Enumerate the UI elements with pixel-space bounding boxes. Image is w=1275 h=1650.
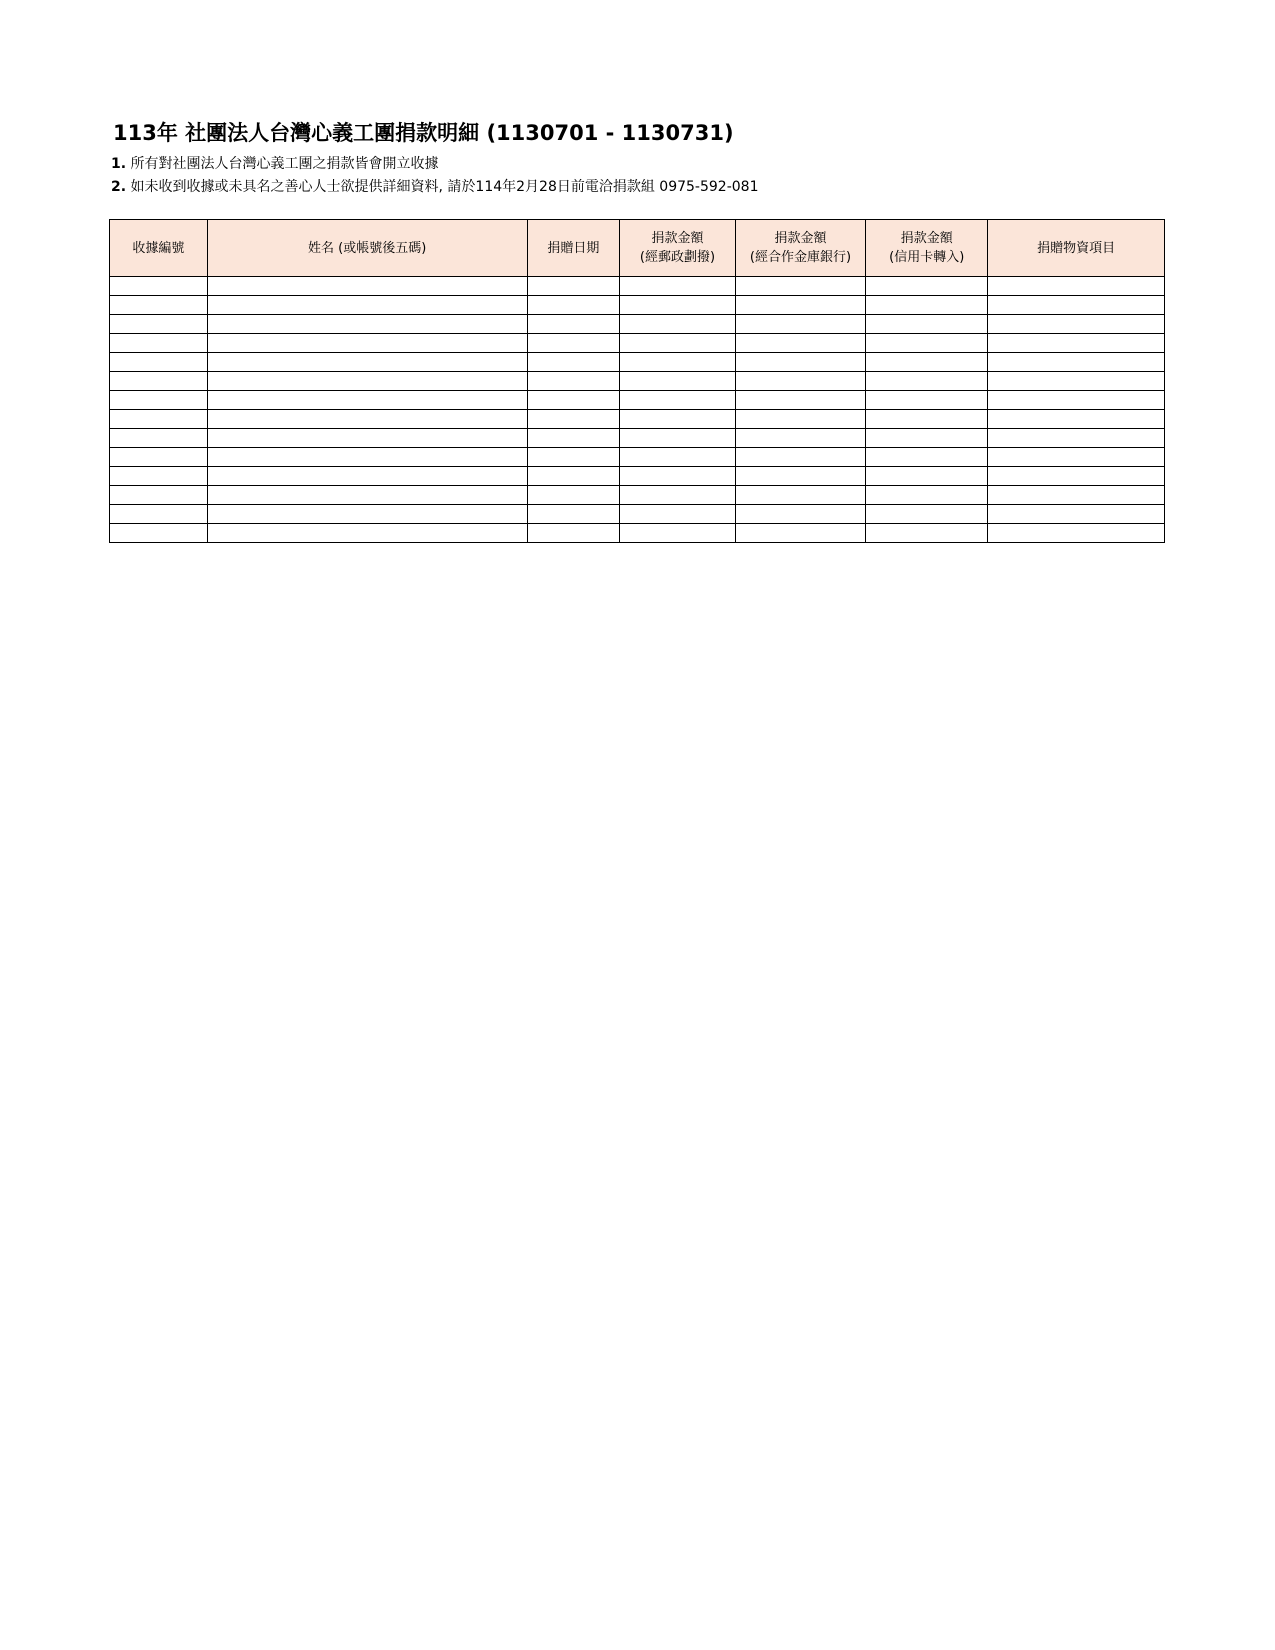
table-cell — [620, 524, 736, 543]
table-cell — [735, 410, 865, 429]
table-cell — [988, 524, 1165, 543]
table-row — [110, 372, 1165, 391]
table-row — [110, 524, 1165, 543]
table-cell — [620, 334, 736, 353]
table-cell — [735, 391, 865, 410]
table-cell — [527, 505, 620, 524]
table-cell — [527, 467, 620, 486]
table-cell — [620, 429, 736, 448]
table-cell — [866, 334, 988, 353]
table-cell — [866, 467, 988, 486]
table-cell — [110, 429, 208, 448]
note-1 — [111, 153, 439, 173]
table-cell — [110, 448, 208, 467]
table-cell — [527, 429, 620, 448]
table-cell — [620, 448, 736, 467]
table-cell — [866, 429, 988, 448]
table-cell — [110, 315, 208, 334]
table-cell — [527, 410, 620, 429]
table-cell — [207, 334, 527, 353]
header-amount-postal: 捐款金額 (經郵政劃撥) — [620, 220, 736, 277]
table-cell — [527, 448, 620, 467]
header-donated-items: 捐贈物資項目 — [988, 220, 1165, 277]
table-row — [110, 315, 1165, 334]
table-cell — [735, 429, 865, 448]
table-cell — [866, 315, 988, 334]
table-cell — [988, 410, 1165, 429]
table-cell — [620, 505, 736, 524]
table-cell — [207, 353, 527, 372]
table-cell — [527, 372, 620, 391]
table-cell — [207, 410, 527, 429]
table-cell — [735, 353, 865, 372]
table-cell — [620, 486, 736, 505]
header-amount-bank: 捐款金額 (經合作金庫銀行) — [735, 220, 865, 277]
table-cell — [207, 524, 527, 543]
table-row — [110, 410, 1165, 429]
table-row — [110, 353, 1165, 372]
table-cell — [110, 505, 208, 524]
table-cell — [110, 486, 208, 505]
table-cell — [527, 353, 620, 372]
document-title: 113年 社團法人台灣心義工團捐款明細 (1130701 - 1130731) — [113, 121, 734, 145]
note-2-number: 2. — [111, 179, 127, 195]
table-cell — [620, 296, 736, 315]
header-amount-credit-card: 捐款金額 (信用卡轉入) — [866, 220, 988, 277]
table-cell — [620, 315, 736, 334]
table-cell — [620, 410, 736, 429]
table-cell — [988, 467, 1165, 486]
table-cell — [527, 391, 620, 410]
table-cell — [110, 353, 208, 372]
table-row — [110, 467, 1165, 486]
table-cell — [110, 334, 208, 353]
table-cell — [866, 486, 988, 505]
table-cell — [527, 334, 620, 353]
table-cell — [620, 391, 736, 410]
note-1-text: 所有對社團法人台灣心義工團之捐款皆會開立收據 — [130, 156, 439, 172]
table-cell — [735, 334, 865, 353]
table-cell — [620, 467, 736, 486]
table-cell — [988, 429, 1165, 448]
table-row — [110, 448, 1165, 467]
table-cell — [866, 372, 988, 391]
table-cell — [988, 277, 1165, 296]
table-cell — [207, 277, 527, 296]
table-cell — [866, 353, 988, 372]
donation-table — [109, 219, 1165, 543]
header-donor-name: 姓名 (或帳號後五碼) — [207, 220, 527, 277]
table-cell — [527, 524, 620, 543]
note-2-text: 如未收到收據或未具名之善心人士欲提供詳細資料, 請於114年2月28日前電洽捐款組 0975-592-081 — [130, 179, 759, 195]
table-cell — [735, 296, 865, 315]
table-cell — [735, 277, 865, 296]
table-cell — [527, 486, 620, 505]
table-cell — [866, 505, 988, 524]
table-cell — [207, 296, 527, 315]
table-cell — [620, 372, 736, 391]
table-cell — [735, 315, 865, 334]
table-row — [110, 486, 1165, 505]
table-cell — [110, 372, 208, 391]
table-cell — [735, 467, 865, 486]
table-cell — [110, 524, 208, 543]
table-row — [110, 296, 1165, 315]
table-cell — [988, 391, 1165, 410]
table-cell — [735, 448, 865, 467]
table-cell — [988, 353, 1165, 372]
table-row — [110, 334, 1165, 353]
table-cell — [735, 524, 865, 543]
table-cell — [988, 505, 1165, 524]
table-cell — [735, 505, 865, 524]
table-cell — [988, 486, 1165, 505]
table-cell — [110, 277, 208, 296]
header-receipt-number: 收據編號 — [110, 220, 208, 277]
table-cell — [988, 448, 1165, 467]
table-header-row — [110, 220, 1165, 277]
table-cell — [207, 448, 527, 467]
table-cell — [988, 296, 1165, 315]
table-cell — [866, 391, 988, 410]
table-cell — [207, 486, 527, 505]
table-cell — [735, 486, 865, 505]
note-2 — [111, 176, 758, 196]
table-cell — [110, 410, 208, 429]
table-row — [110, 391, 1165, 410]
table-cell — [207, 391, 527, 410]
table-cell — [866, 277, 988, 296]
table-row — [110, 429, 1165, 448]
table-cell — [527, 315, 620, 334]
table-cell — [207, 429, 527, 448]
table-cell — [110, 296, 208, 315]
table-cell — [988, 315, 1165, 334]
table-cell — [110, 467, 208, 486]
table-body — [110, 277, 1165, 543]
table-cell — [207, 372, 527, 391]
note-1-number: 1. — [111, 156, 127, 172]
table-row — [110, 505, 1165, 524]
table-row — [110, 277, 1165, 296]
table-cell — [866, 524, 988, 543]
table-cell — [735, 372, 865, 391]
table-cell — [988, 372, 1165, 391]
table-cell — [207, 505, 527, 524]
table-cell — [866, 410, 988, 429]
header-donation-date: 捐贈日期 — [527, 220, 620, 277]
table-cell — [207, 467, 527, 486]
table-cell — [527, 296, 620, 315]
table-cell — [866, 448, 988, 467]
table-cell — [988, 334, 1165, 353]
table-cell — [207, 315, 527, 334]
table-cell — [866, 296, 988, 315]
table-cell — [527, 277, 620, 296]
table-cell — [620, 277, 736, 296]
table-cell — [110, 391, 208, 410]
table-cell — [620, 353, 736, 372]
